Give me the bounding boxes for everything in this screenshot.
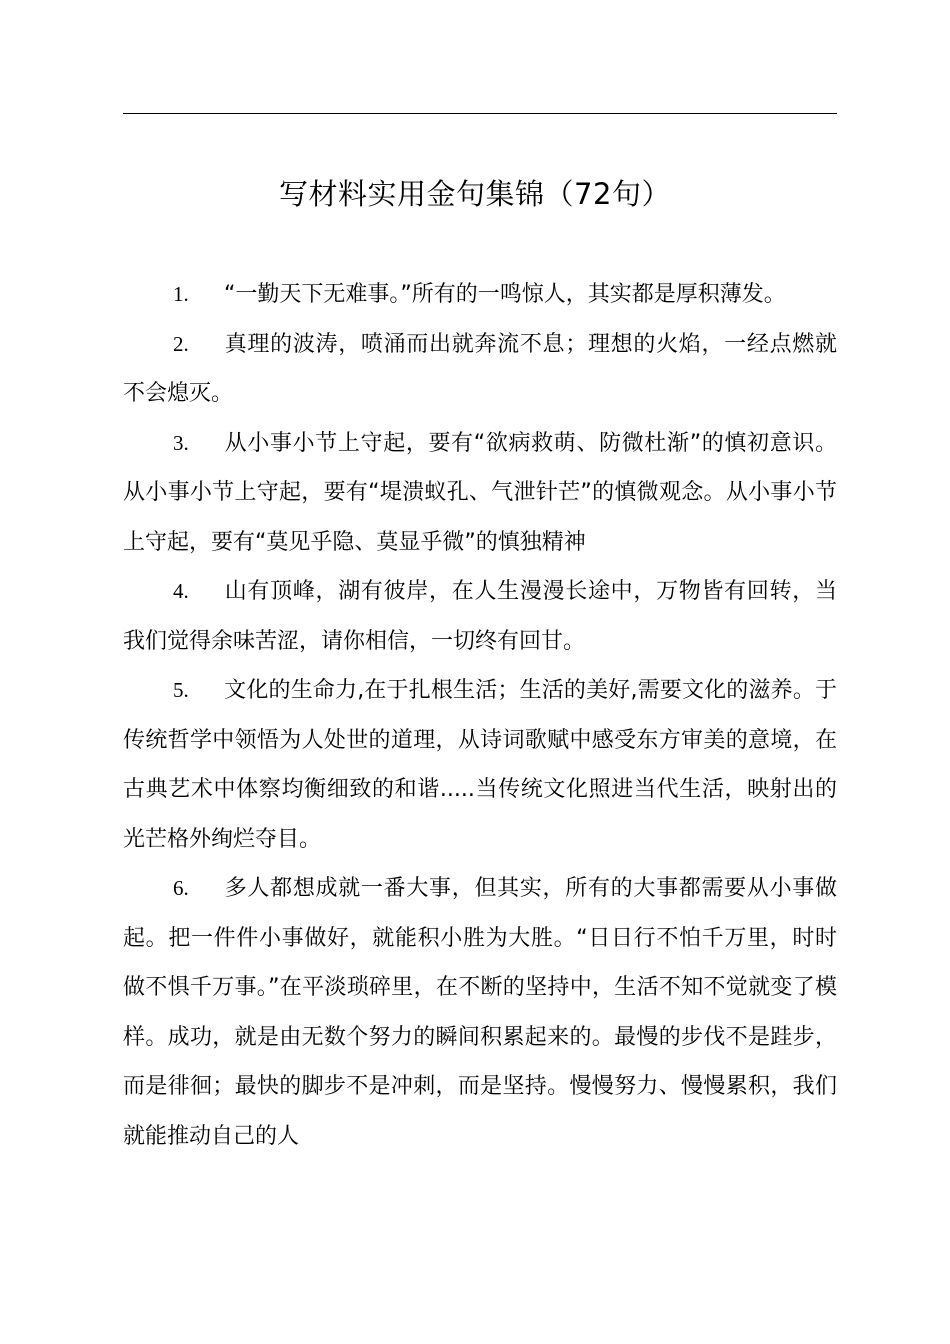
item-text: 从小事小节上守起，要有“欲病救萌、防微杜渐”的慎初意识。从小事小节上守起，要有“堤溃蚁孔、气泄针芒”的慎微观念。从小事小节上守起，要有“莫见乎隐、莫显乎微”的慎独精神 <box>123 430 838 555</box>
list-item <box>123 666 837 864</box>
header-rule <box>123 113 837 114</box>
item-number: 4. <box>173 579 189 603</box>
document-title: 写材料实用金句集锦（72句） <box>279 177 671 211</box>
item-number: 1. <box>173 282 189 306</box>
item-number: 5. <box>173 678 189 702</box>
item-text: 文化的生命力,在于扎根生活；生活的美好,需要文化的滋养。于传统哲学中领悟为人处世的道理，从诗词歌赋中感受东方审美的意境，在古典艺术中体察均衡细致的和谐.....当传统文化照进当代生活，映射出的光芒格外绚烂夺目。 <box>123 678 837 852</box>
item-text: “一勤天下无难事。”所有的一鸣惊人，其实都是厚积薄发。 <box>224 282 786 307</box>
item-text: 山有顶峰，湖有彼岸，在人生漫漫长途中，万物皆有回转，当我们觉得余味苦涩，请你相信，一切终有回甘。 <box>123 579 837 654</box>
list-item <box>123 270 837 320</box>
item-number: 2. <box>173 331 189 356</box>
item-number: 6. <box>173 876 189 900</box>
item-text: 真理的波涛，喷涌而出就奔流不息；理想的火焰，一经点燃就不会熄灭。 <box>123 331 837 406</box>
list-item <box>123 419 837 568</box>
list-item <box>123 864 837 1161</box>
document-body <box>123 270 837 1161</box>
list-item <box>123 320 837 419</box>
list-item <box>123 567 837 666</box>
item-number: 3. <box>173 430 189 455</box>
item-text: 多人都想成就一番大事，但其实，所有的大事都需要从小事做起。把一件件小事做好，就能积小胜为大胜。“日日行不怕千万里，时时做不惧千万事。”在平淡琐碎里，在不断的坚持中，生活不知不觉就变了模样。成功，就是由无数个努力的瞬间积累起来的。最慢的步伐不是跬步，而是徘徊；最快的脚步不是冲刺，而是坚持。慢慢努力、慢慢累积，我们就能推动自己的人 <box>123 876 837 1149</box>
